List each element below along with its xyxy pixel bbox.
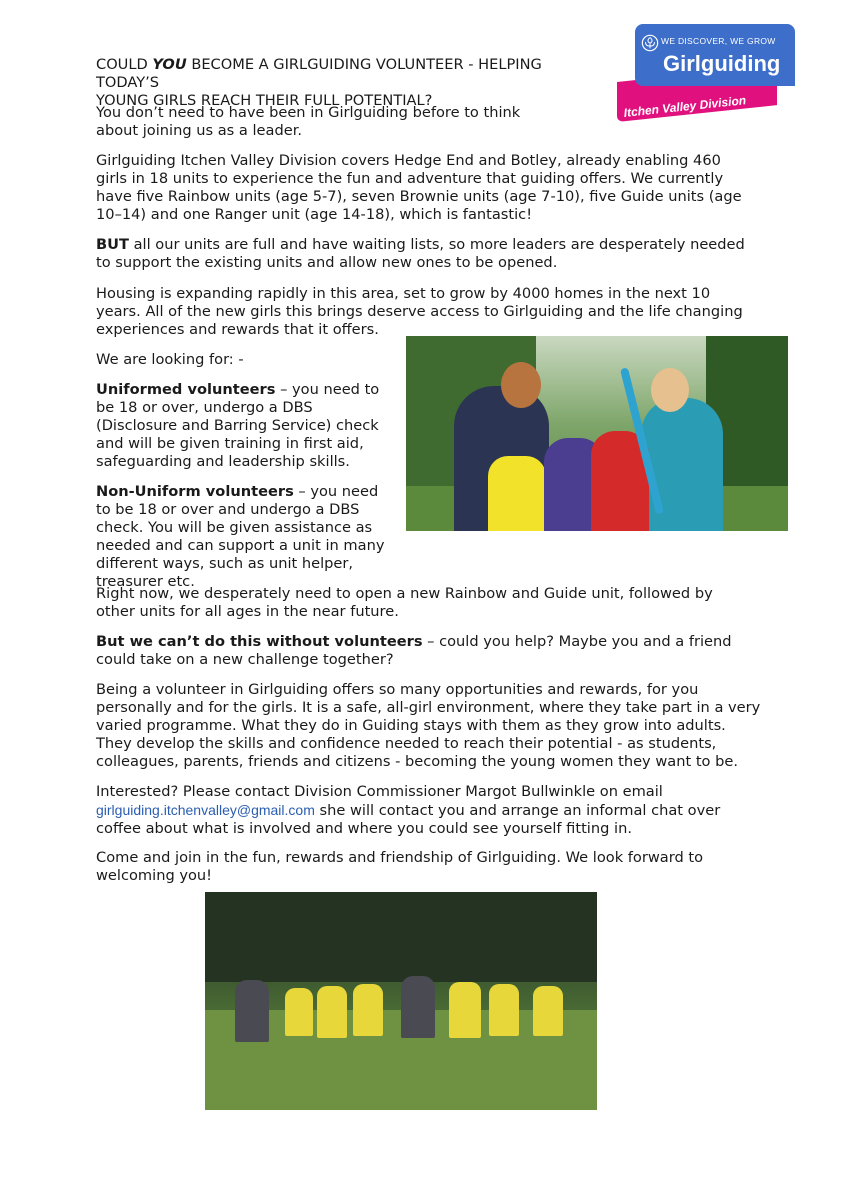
uniformed-paragraph — [96, 381, 386, 471]
photo2-girl-5 — [401, 976, 435, 1038]
title-line1-post: BECOME A GIRLGUIDING VOLUNTEER - HELPING TODAY’S — [96, 56, 542, 91]
but-rest: all our units are full and have waiting lists, so more leaders are desperately needed to support the existing units and allow new ones to be opened. — [96, 236, 745, 271]
right-now-paragraph: Right now, we desperately need to open a new Rainbow and Guide unit, followed by other units for all ages in the near future. — [96, 585, 713, 620]
intro-paragraph: You don’t need to have been in Girlguiding before to think about joining us as a leader. — [96, 104, 521, 139]
title-you: YOU — [152, 56, 187, 73]
covers-paragraph: Girlguiding Itchen Valley Division covers Hedge End and Botley, already enabling 460 girls in 18 units to experience the fun and adventure that guiding offers. We currently have five Rainbow units (age 5-7), seven Brownie units (age 7-10), five Guide units (age 10–14) and one Ranger unit (age 14-18), which is fantastic! — [96, 152, 742, 223]
title-line2: YOUNG GIRLS REACH THEIR FULL POTENTIAL? — [96, 92, 433, 109]
trefoil-icon — [641, 34, 659, 52]
housing-paragraph: Housing is expanding rapidly in this area, set to grow by 4000 homes in the next 10 years. All of the new girls this brings deserve access to Girlguiding and the life changing experiences and rewards that it offers. — [96, 285, 743, 338]
photo1-leader-left-head — [501, 362, 541, 408]
logo-division: Itchen Valley Division — [623, 93, 747, 120]
interested-post: she will contact you and arrange an informal chat over coffee about what is involved and where you could see yourself fitting in. — [96, 802, 721, 837]
girlguiding-logo — [617, 24, 795, 128]
title-line1-pre: COULD — [96, 56, 153, 73]
cant-do-rest: – could you help? Maybe you and a friend could take on a new challenge together? — [96, 633, 732, 668]
non-uniform-rest: – you need to be 18 or over and undergo a DBS check. You will be given assistance as needed and can support a unit in many different ways, such as unit helper, treasurer etc. — [96, 483, 385, 590]
logo-brand: Girlguiding — [663, 51, 781, 76]
photo2-girl-3 — [317, 986, 347, 1038]
photo2-girl-6 — [449, 982, 481, 1038]
cant-do-bold: But we can’t do this without volunteers — [96, 633, 423, 650]
come-join-paragraph: Come and join in the fun, rewards and friendship of Girlguiding. We look forward to welcoming you! — [96, 849, 704, 884]
photo2-girl-7 — [489, 984, 519, 1036]
photo2-girl-4 — [353, 984, 383, 1036]
being-volunteer-paragraph: Being a volunteer in Girlguiding offers so many opportunities and rewards, for you personally and for the girls. It is a safe, all-girl environment, where they take part in a very varied programme. What they do in Guiding stays with them as they grow into adults. They develop the skills and confidence needed to reach their potential - as students, colleagues, parents, friends and citizens - becoming the young women they want to be. — [96, 681, 761, 770]
cant-do-paragraph — [96, 633, 746, 669]
photo2-girl-2 — [285, 988, 313, 1036]
photo1-leader-right — [641, 398, 723, 531]
looking-for-paragraph: We are looking for: - — [96, 351, 244, 368]
interested-pre: Interested? Please contact Division Commissioner Margot Bullwinkle on email — [96, 783, 663, 800]
photo-girls-running — [205, 892, 597, 1110]
page-title — [96, 56, 596, 110]
uniformed-rest: – you need to be 18 or over, undergo a DBS (Disclosure and Barring Service) check and will be given training in first aid, safeguarding and leadership skills. — [96, 381, 380, 470]
photo1-leader-right-head — [651, 368, 689, 412]
photo-leaders-and-girls — [406, 336, 788, 531]
but-paragraph — [96, 236, 746, 272]
photo2-girl-1 — [235, 980, 269, 1042]
but-bold: BUT — [96, 236, 129, 253]
uniformed-bold: Uniformed volunteers — [96, 381, 276, 398]
interested-paragraph — [96, 783, 756, 838]
email-link[interactable]: girlguiding.itchenvalley@gmail.com — [96, 802, 315, 818]
photo2-tree-canopy — [205, 892, 597, 982]
photo1-girl-yellow — [488, 456, 546, 531]
photo2-girl-8 — [533, 986, 563, 1036]
non-uniform-bold: Non-Uniform volunteers — [96, 483, 294, 500]
logo-slogan: WE DISCOVER, WE GROW — [661, 36, 776, 46]
non-uniform-paragraph — [96, 483, 388, 591]
